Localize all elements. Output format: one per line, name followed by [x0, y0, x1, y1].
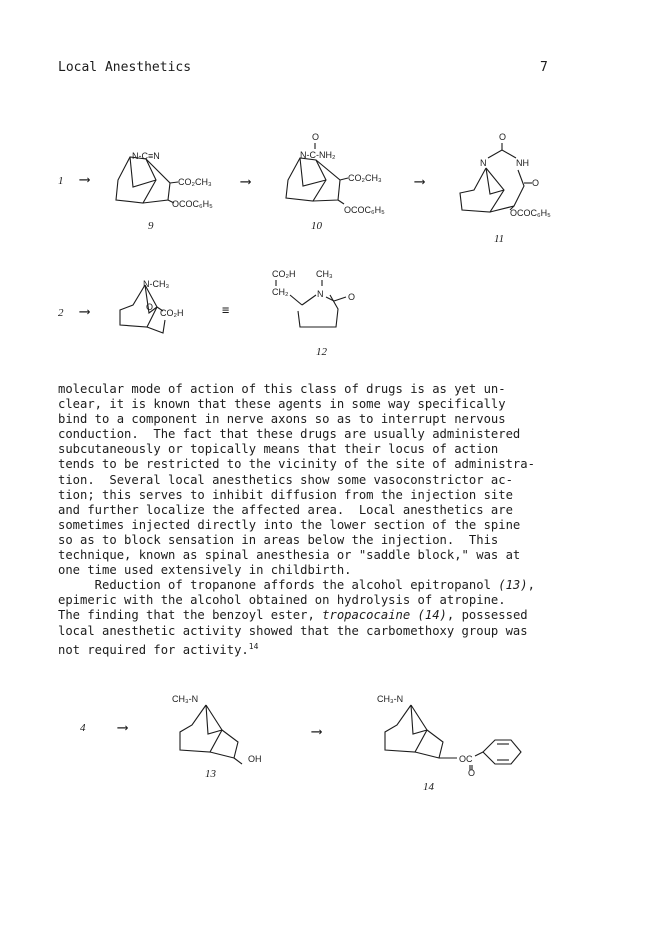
- ester-substituent-top: CO₂CH₃: [178, 177, 212, 187]
- compound-number-11: 11: [494, 233, 505, 245]
- equivalence-sign: ≡: [222, 303, 230, 317]
- text-line: one time used extensively in childbirth.: [58, 563, 352, 578]
- scheme3-start-label: 4: [80, 722, 86, 734]
- structure-14: [375, 690, 535, 785]
- carbonyl-oxygen: O: [312, 132, 320, 142]
- benzoate-substituent: OCOC₆H₅: [172, 199, 213, 209]
- reaction-arrow: ⟶: [241, 172, 251, 190]
- n-methyl-group: CH₃-N: [172, 694, 199, 704]
- text-line: bind to a component in nerve axons so as to interrupt nervous: [58, 412, 506, 427]
- text-line: local anesthetic activity showed that the carbomethoxy group was: [58, 623, 528, 638]
- text-line: conduction. The fact that these drugs are usually administered: [58, 427, 521, 442]
- scheme2-start-label: 2: [58, 307, 64, 319]
- text-line: molecular mode of action of this class of drugs is as yet un-: [58, 382, 506, 396]
- text-line: clear, it is known that these agents in some way specifically: [58, 397, 506, 412]
- methyl-group: CH₃: [316, 269, 333, 279]
- running-header-title: Local Anesthetics: [58, 60, 192, 75]
- reaction-arrow: ⟶: [80, 302, 90, 320]
- ring-nitrogen: N: [317, 289, 324, 299]
- text-line: The finding that the benzoyl ester, tropacocaine (14), possessed: [58, 608, 528, 623]
- structure-2: [115, 275, 225, 345]
- n-methyl-group: CH₃-N: [377, 694, 404, 704]
- scheme1-start-label: 1: [58, 175, 64, 187]
- compound-number-14: 14: [423, 781, 434, 793]
- structure-13: [170, 690, 280, 770]
- compound-number-9: 9: [148, 220, 154, 232]
- urea-group: N-C-NH₂: [300, 150, 336, 160]
- text-line: subcutaneously or topically means that their locus of action: [58, 442, 499, 457]
- ring-oxygen: O: [146, 302, 154, 312]
- acid-substituent: CO₂H: [160, 308, 184, 318]
- footnote-reference: 14: [248, 641, 259, 651]
- text-line: so as to block sensation in areas below the injection. This: [58, 532, 499, 547]
- structure-10: [278, 128, 398, 223]
- reaction-arrow: ⟶: [312, 722, 322, 740]
- methylene-group: CH₂: [272, 287, 289, 297]
- text-line: sometimes injected directly into the lower section of the spine: [58, 517, 521, 532]
- ester-carbonyl-label: OC: [459, 754, 473, 764]
- reaction-arrow: ⟶: [118, 718, 128, 736]
- text-line: not required for activity.$^{14}$: [58, 641, 259, 657]
- ester-carbonyl-oxygen: O: [468, 768, 476, 778]
- text-line: tion. Several local anesthetics show some vasoconstrictor ac-: [58, 472, 513, 487]
- lactam-oxygen: O: [348, 292, 356, 302]
- compound-number-12: 12: [316, 346, 327, 358]
- compound-number-10: 10: [311, 220, 322, 232]
- paragraph-tropanone: [58, 578, 558, 658]
- paragraph-mechanism: [58, 382, 558, 578]
- body-text: [58, 382, 558, 658]
- acid-group: CO₂H: [272, 269, 296, 279]
- text-line: tends to be restricted to the vicinity of the site of administra-: [58, 457, 535, 472]
- text-line: Reduction of tropanone affords the alcohol epitropanol (13),: [58, 578, 535, 593]
- benzoate-substituent: OCOC₆H₅: [510, 208, 551, 218]
- n-methyl-group: N-CH₃: [143, 279, 170, 289]
- structure-12: [268, 265, 368, 340]
- reaction-arrow: ⟶: [80, 170, 90, 188]
- page-number: 7: [540, 60, 548, 75]
- ester-substituent-top: CO₂CH₃: [348, 173, 382, 183]
- text-line: epimeric with the alcohol obtained on hydrolysis of atropine.: [58, 593, 506, 608]
- hydroxyl-group: OH: [248, 754, 262, 764]
- ring-carbonyl-oxygen: O: [532, 178, 540, 188]
- structure-11: [452, 128, 587, 228]
- carbonyl-oxygen: O: [499, 132, 507, 142]
- compound-number-13: 13: [205, 768, 216, 780]
- ring-nh: NH: [516, 158, 529, 168]
- text-line: technique, known as spinal anesthesia or "saddle block," was at: [58, 548, 521, 563]
- benzoate-substituent: OCOC₆H₅: [344, 205, 385, 215]
- structure-9: [108, 145, 228, 225]
- text-line: tion; this serves to inhibit diffusion from the injection site: [58, 487, 513, 502]
- text-line: and further localize the affected area. Local anesthetics are: [58, 502, 513, 517]
- n-cyano-group: N-C≡N: [132, 151, 160, 161]
- reaction-arrow: ⟶: [415, 172, 425, 190]
- ring-nitrogen: N: [480, 158, 487, 168]
